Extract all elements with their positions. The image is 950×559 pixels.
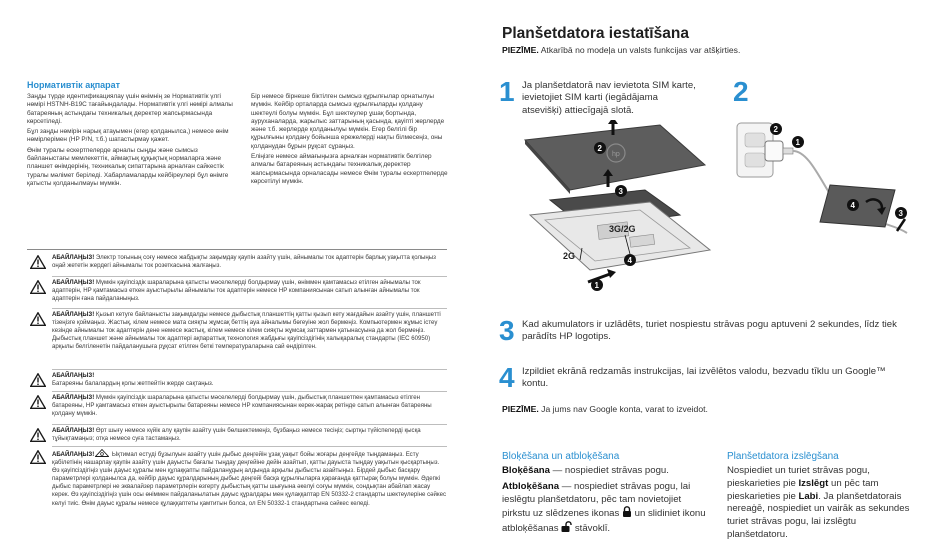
- divider: [27, 249, 447, 250]
- warning-triangle-icon: [30, 312, 46, 326]
- warning-text: Мүмкін қауіпсіздік шараларына қатысты мәселелерді болдырмау үшін, дыбыстық планшетпен қамтамасыз етілген батареяны, HP қамтамасыз еткен ауыстырылы батареяны немесе HP компаниясынан керек-жарақ ретінде сатып алынған батареяны қолдану мүмкін.: [52, 394, 432, 418]
- divider: [52, 391, 447, 392]
- unlock-text: — nospiediet strāvas pogu, lai ieslēgtu planšetdatoru, pēc tam novietojiet pirkstu uz slēdzenes ikonas: [502, 480, 691, 520]
- svg-text:hp: hp: [612, 151, 620, 158]
- warning-6: [30, 427, 448, 447]
- svg-text:3: 3: [898, 209, 903, 218]
- unlock-text: stāvoklī.: [572, 523, 611, 535]
- warning-text: Мүмкін қауіпсіздік шараларына қатысты мәселелерді болдырмау үшін, өніммен қамтамасыз етілген айнымалы ток адаптерін, HP қамтамасыз еткен ауыстырылы айнымалы ток адаптерін немесе HP компаниясынан сатып алынған айнымалы ток адаптерін ғана пайдаланыңыз.: [52, 279, 421, 303]
- warning-label: АБАЙЛАҢЫЗ!: [52, 451, 95, 458]
- step-text-3: Kad akumulators ir uzlādēts, turiet nospiestu strāvas pogu aptuveni 2 sekundes, līdz tiek parādīts HP logotips.: [522, 319, 897, 343]
- warning-label: АБАЙЛАҢЫЗ!: [52, 254, 95, 261]
- unlock-label: Atbloķēšana: [502, 480, 560, 492]
- warning-text: Өрт шығу немесе күйік алу қаупін азайту үшін бөлшектемеңіз, бұзбаңыз немесе тесіңіз; сыртқы түйіспелерді қысқа тұйықтамаңыз; отқа немесе суға тастамаңыз.: [52, 427, 421, 443]
- power-off-text: Nospiediet un turiet strāvas pogu, pieskarieties pie: [727, 465, 870, 489]
- warning-label: АБАЙЛАҢЫЗ!: [52, 394, 95, 401]
- charging-illustration: [735, 115, 915, 245]
- svg-text:4: 4: [627, 256, 632, 265]
- warning-triangle-icon: [30, 373, 46, 387]
- warning-3: [30, 311, 448, 369]
- sim-insertion-illustration: [510, 120, 715, 295]
- paragraph: Еліңізге немесе аймағыңызға арналған нормативтік белгілер алмалы батареяның астындағы техникалық деректер жапсырмасында орналасады немесе Өнім туралы ескертпелерде көрсетілуі мүмкін.: [251, 153, 448, 185]
- step-number-1: 1: [499, 76, 515, 107]
- lock-heading: Bloķēšana un atbloķēšana: [502, 451, 620, 462]
- warning-triangle-icon: [30, 450, 46, 464]
- note-text: Atkarībā no modeļa un valsts funkcijas var atšķirties.: [538, 45, 741, 55]
- power-off-text: un pēc tam pieskarieties pie: [727, 477, 879, 502]
- lock-icon: [622, 506, 632, 517]
- divider: [52, 308, 447, 309]
- label-3g-2g: 3G/2G: [609, 224, 636, 234]
- paragraph: Бір немесе бірнеше біктілген сымсыз құрылғылар орнатылуы мүмкін. Кейбір орталарда сымсыз құрылғыларды қолдану шектеулі болуы мүмкін. Бұл шектеулер ұшақ бортында, ауруханаларда, жарылыс заттарының қасында, қауіпті жерлерде және т.б. жерлерде қолданылуы мүмкін. Егер белгілі бір құрылғыны қолдану бойынша ережелерді нақты білмесеңіз, оны қолданудан бұрын рұқсат сұраңыз.: [251, 93, 445, 150]
- step-number-4: 4: [499, 362, 515, 393]
- warning-1: [30, 254, 448, 276]
- regulatory-heading: Нормативтік ақпарат: [27, 80, 121, 90]
- lock-label: Bloķēšana: [502, 465, 550, 476]
- paragraph: Бұл заңды нөмірін нарық атауымен (егер қолданылса,) немесе өнім нөмірлерімен (HP P/N, т.б.) шатастырмау қажет.: [27, 128, 229, 144]
- divider: [52, 424, 447, 425]
- divider: [52, 446, 447, 447]
- note-label: PIEZĪME.: [502, 404, 539, 414]
- power-off-heading: Planšetdatora izslēgšana: [727, 451, 839, 462]
- warning-text: Қызып кетуге байланысты зақымдалды немесе дыбыстық планшеттің қатты қызып кету жағдайын азайту үшін, планшетті тізеңізге қоймаңыз. Жастық, кілем немесе мата сияқты жұмсақ беттің ауа айналымы бөгеуіне жол бермеңіз. Компьютермен жұмыс істеу кезінде айнымалы ток адаптерін дене немесе жастық, кілем немесе кілем сияқты жұмсақ заттармен қатынасуына да жол бермеңіз. Дыбыстық планшет және айнымалы ток адаптері ақпараттық технология жабдығы қауіпсіздігінің халықаралық стандарты (IEC 60950) арқылы белгіленетін пайдаланушыға рұқсат етілген беткі температураларына сай өндірілген.: [52, 311, 441, 351]
- warning-text: Батареяны балалардың қолы жетпейтін жерде сақтаңыз.: [52, 380, 214, 388]
- svg-text:3: 3: [618, 187, 623, 196]
- note-text: Ja jums nav Google konta, varat to izveidot.: [538, 404, 708, 414]
- svg-text:2: 2: [597, 144, 602, 153]
- warning-triangle-icon: [30, 255, 46, 269]
- paragraph: Өнім туралы ескертпелерде арналы сыңды және сымсыз байланыстағы мемлекеттік, аймақтық құқықтық нормаларға және планшет өнімдерінің, техникалық сипаттарына арналған сайкестік туралы мәлімет беріледі. Хабарламаларды кейбіреулері бұл өнімге қатысты қолданылмауы мүмкін.: [27, 146, 229, 187]
- regulatory-column-1: [27, 93, 233, 188]
- warning-triangle-icon: [30, 428, 46, 442]
- unlock-text: un slidiniet ikonu atbloķēšanas: [502, 508, 706, 535]
- step-number-3: 3: [499, 315, 515, 346]
- ok-option: Labi: [798, 490, 819, 502]
- hearing-damage-icon: [95, 449, 109, 457]
- power-off-option: Izslēgt: [798, 477, 829, 489]
- step-text-4: Izpildiet ekrānā redzamās instrukcijas, lai izvēlētos valodu, bezvadu tīklu un Google™ kontu.: [522, 366, 886, 390]
- power-off-instructions: [727, 465, 912, 542]
- label-2g: 2G: [563, 251, 576, 261]
- warning-label: АБАЙЛАҢЫЗ!: [52, 372, 95, 379]
- regulatory-column-2: [251, 93, 449, 186]
- warning-label: АБАЙЛАҢЫЗ!: [52, 311, 95, 318]
- warning-4: [30, 372, 448, 392]
- divider: [52, 369, 447, 370]
- svg-text:1: 1: [594, 281, 599, 290]
- svg-text:2: 2: [773, 125, 778, 134]
- note-google: [502, 404, 708, 414]
- step-number-2: 2: [733, 76, 749, 107]
- svg-text:4: 4: [850, 201, 855, 210]
- lock-instructions: [502, 465, 707, 536]
- lock-text: — nospiediet strāvas pogu.: [550, 465, 669, 476]
- warning-5: [30, 394, 448, 424]
- svg-text:1: 1: [795, 138, 800, 147]
- page-title: Planšetdatora iestatīšana: [502, 25, 689, 42]
- warning-label: АБАЙЛАҢЫЗ!: [52, 279, 95, 286]
- divider: [52, 276, 447, 277]
- warning-label: АБАЙЛАҢЫЗ!: [52, 427, 95, 434]
- power-off-text: . Ja planšetdatorais nereaģē, nospiediet un vairāk as sekundes turiet strāvas pogu, lai izslēgtu planšetdatoru.: [727, 490, 910, 540]
- warning-triangle-icon: [30, 280, 46, 294]
- warning-7: [30, 449, 448, 559]
- warning-text: Электр тоғының соғу немесе жабдықты зақымдау қаупін азайту үшін, айнымалы ток адаптерін барлық уақытта қолыңыз оңай жететін жердегі айнымалы ток розеткасына жалғаңыз.: [52, 254, 436, 270]
- warning-2: [30, 279, 448, 309]
- paragraph: Заңды түрде идентификациялау үшін өнімнің зе Нормативтік үлгі нөмірі HSTNH-B19C тағайындалады. Нормативтік үлгі нөмірі алмалы батареяның астындағы техникалық деректер жапсырмасында көрсетіледі.: [27, 93, 233, 125]
- warning-triangle-icon: [30, 395, 46, 409]
- note: [502, 45, 740, 55]
- note-label: PIEZĪME.: [502, 45, 539, 55]
- warning-text: Өз қауіпсіздігіңіз үшін дауыс құралы мен құлаққапты пайдаланудың алдында арқылы дыбысты азайтыңыз. Бірдей дыбыс басқару параметрлері қолданылса да, кейбір дауыс құралдарының дыбыс деңгейі басқа құрылғыларға қарағанда қаттырақ болуы мүмкін. Әдепкі дыбыс параметрлері не эквалайзер параметрлерін өзгерту дыбыстың қатты шығуына әкелуі соғуы мүмкін, сондықтан абайлап жасау керек. Өз қауіпсіздігіңіз үшін осы өніммен пайдаланылатын дауыс құралдары мен құлаққаптар EN 50332-2 стандарты шектеулеріне сәйкес келуі тиіс. Өнім дауыс құралы немесе құлаққаптеты қамтитын болса, ол EN 50332-1 стандартына сәйкес келеді.: [52, 467, 447, 507]
- step-text-1: Ja planšetdatorā nav ievietota SIM karte, ievietojiet SIM karti (iegādājama atsevišķi) attiecīgajā slotā.: [522, 80, 696, 116]
- warning-text: Ықтимал естуді бұзылуын азайту үшін дыбыс деңгейін ұзақ уақыт бойы жоғары деңгейде тыңдамаңыз. Есту қабілетінің нашарлау қаупін азайту үшін дауысты бағалы тыңдау деңгейіне дейін азайтып, қатты дауыста тыңдау уақытын қысқартыңыз.: [52, 451, 440, 467]
- unlock-icon: [561, 521, 572, 532]
